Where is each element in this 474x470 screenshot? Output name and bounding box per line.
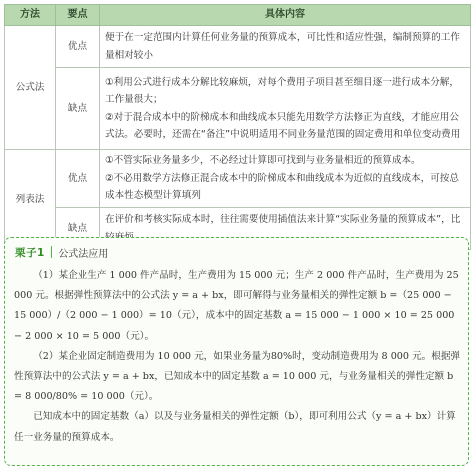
list-advantage-2: ②不必用数学方法修正混合成本中的阶梯成本和曲线成本为近似的直线成本，可按总成本性态模型计算填列 bbox=[105, 172, 459, 202]
formula-disadvantage-1: ①利用公式进行成本分解比较麻烦，对每个费用子项目甚至细目逐一进行成本分解，工作量很大； bbox=[105, 76, 459, 105]
list-advantage-label: 优点 bbox=[56, 150, 100, 208]
table-row bbox=[5, 150, 471, 208]
example-tag: 栗子1 bbox=[15, 246, 45, 259]
formula-disadvantage-2: ②对于混合成本中的阶梯成本和曲线成本只能先用数学方法修正为直线，才能应用公式法。必要时，还需在“备注”中说明适用不同业务量范围的固定费用和单位变动费用 bbox=[105, 111, 461, 140]
header-method: 方法 bbox=[5, 5, 56, 26]
comparison-table bbox=[4, 4, 471, 250]
example-paragraph-3: 已知成本中的固定基数（a）以及与业务量相关的弹性定额（b），即可利用公式（y = a + bx）计算任一业务量的预算成本。 bbox=[14, 411, 456, 443]
table-row bbox=[5, 26, 471, 68]
list-advantage-1: ①不管实际业务量多少，不必经过计算即可找到与业务量相近的预算成本。 bbox=[105, 155, 421, 167]
example-paragraph-1: （1）某企业生产 1 000 件产品时，生产费用为 15 000 元；生产 2 000 件产品时，生产费用为 25 000 元。根据弹性预算法中的公式法 y = a + bx，即可解得与业务量相关的弹性定额 b =（25 000 − 15 000）/（2 000 − 1 000）= 10（元），成本中的固定基数 a = 15 000 − 1 000 × 10 = 25 000 − 2 000 × 10 = 5 000（元）。 bbox=[14, 270, 459, 342]
example-header bbox=[15, 243, 108, 261]
list-advantage-cell bbox=[100, 150, 471, 208]
header-point: 要点 bbox=[56, 5, 100, 26]
list-disadvantage-label: 缺点 bbox=[56, 208, 100, 250]
example-divider bbox=[51, 246, 53, 258]
list-disadvantage-text: 在评价和考核实际成本时，往往需要使用插值法来计算“实际业务量的预算成本”，比 bbox=[100, 208, 471, 250]
formula-advantage-text: 便于在一定范围内计算任何业务量的预算成本，可比性和适应性强，编制预算的工作量相对较小 bbox=[100, 26, 471, 68]
formula-disadvantage-label: 缺点 bbox=[56, 68, 100, 150]
example-body bbox=[14, 266, 462, 448]
table-row bbox=[5, 68, 471, 150]
header-content: 具体内容 bbox=[100, 5, 471, 26]
formula-disadvantage-cell bbox=[100, 68, 471, 150]
method-list: 列表法 bbox=[5, 150, 56, 250]
formula-advantage-label: 优点 bbox=[56, 26, 100, 68]
method-formula: 公式法 bbox=[5, 26, 56, 150]
example-box bbox=[4, 237, 469, 466]
example-paragraph-2: （2）某企业固定制造费用为 10 000 元，如果业务量为80%时，变动制造费用为 8 000 元。根据弹性预算法中的公式法 y = a + bx，已知成本中的固定基数 a = 10 000 元，与业务量相关的弹性定额 b = 8 000/80% = 10 000（元）。 bbox=[14, 350, 461, 403]
table-header-row bbox=[5, 5, 471, 26]
example-title: 公式法应用 bbox=[58, 248, 109, 260]
